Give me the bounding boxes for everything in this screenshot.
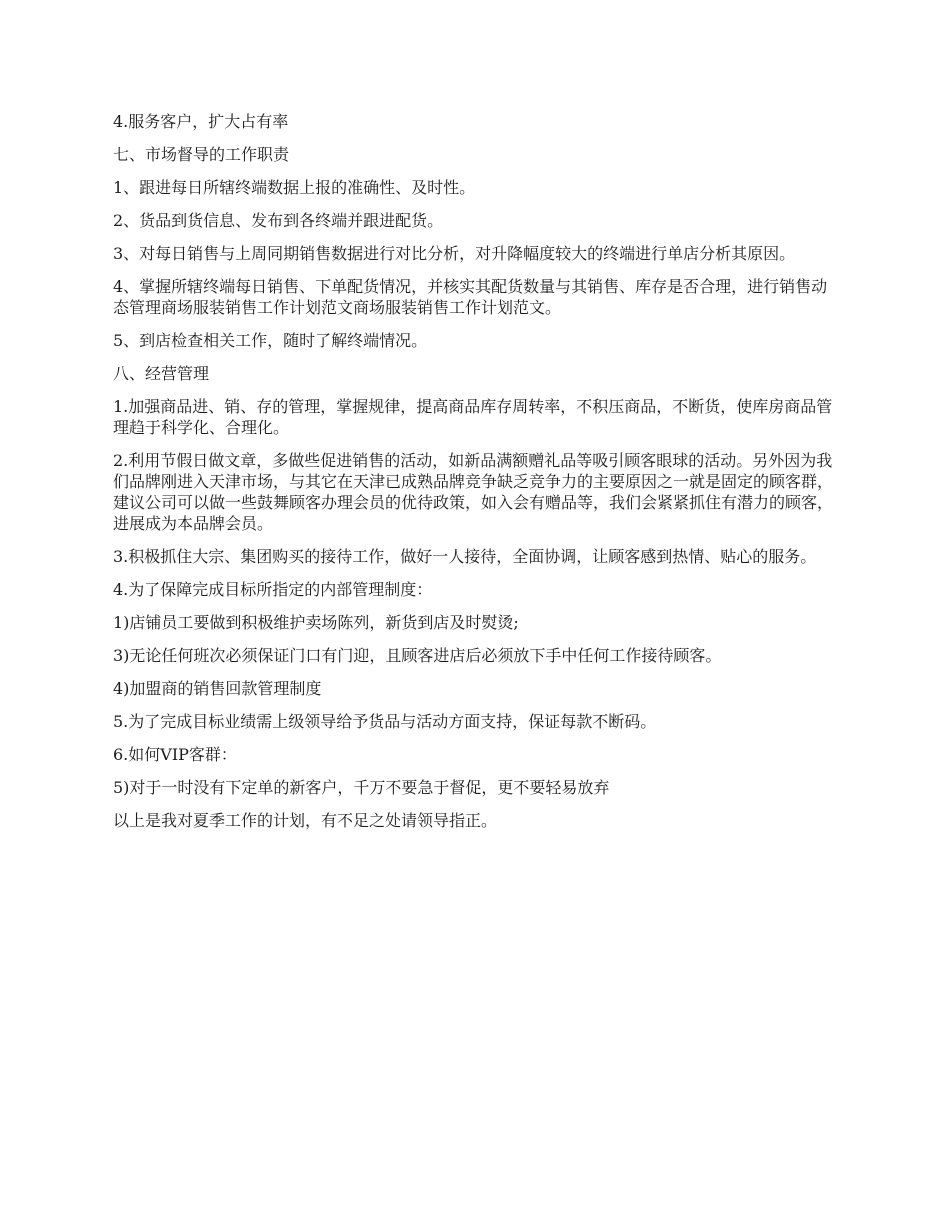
paragraph: 4.为了保障完成目标所指定的内部管理制度：	[113, 580, 433, 599]
section-heading: 七、市场督导的工作职责	[113, 145, 290, 164]
closing-paragraph: 以上是我对夏季工作的计划，有不足之处请领导指正。	[113, 811, 498, 830]
paragraph: 1)店铺员工要做到积极维护卖场陈列，新货到店及时熨烫;	[113, 613, 519, 632]
section-heading: 八、经营管理	[113, 364, 210, 383]
paragraph: 4.服务客户，扩大占有率	[113, 112, 289, 131]
paragraph: 4、掌握所辖终端每日销售、下单配货情况，并核实其配货数量与其销售、库存是否合理，进行销售动态管理商场服装销售工作计划范文商场服装销售工作计划范文。	[113, 277, 828, 317]
paragraph: 1.加强商品进、销、存的管理，掌握规律，提高商品库存周转率，不积压商品，不断货，使库房商品管理趋于科学化、合理化。	[113, 397, 833, 437]
paragraph: 3、对每日销售与上周同期销售数据进行对比分析，对升降幅度较大的终端进行单店分析其原因。	[113, 244, 796, 263]
paragraph: 4)加盟商的销售回款管理制度	[113, 679, 322, 698]
paragraph: 3)无论任何班次必须保证门口有门迎，且顾客进店后必须放下手中任何工作接待顾客。	[113, 646, 722, 665]
paragraph: 5、到店检查相关工作，随时了解终端情况。	[113, 331, 428, 350]
paragraph: 5.为了完成目标业绩需上级领导给予货品与活动方面支持，保证每款不断码。	[113, 712, 657, 731]
paragraph: 1、跟进每日所辖终端数据上报的准确性、及时性。	[113, 178, 476, 197]
paragraph: 6.如何VIP客群：	[113, 745, 237, 764]
paragraph: 2、货品到货信息、发布到各终端并跟进配货。	[113, 211, 444, 230]
paragraph: 2.利用节假日做文章，多做些促进销售的活动，如新品满额赠礼品等吸引顾客眼球的活动。另外因为我们品牌刚进入天津市场，与其它在天津已成熟品牌竞争缺乏竞争力的主要原因之一就是固定的顾客群，建议公司可以做一些鼓舞顾客办理会员的优待政策，如入会有赠品等，我们会紧紧抓住有潜力的顾客，进展成为本品牌会员。	[113, 451, 834, 533]
paragraph: 5)对于一时没有下定单的新客户，千万不要急于督促，更不要轻易放弃	[113, 778, 610, 797]
paragraph: 3.积极抓住大宗、集团购买的接待工作，做好一人接待，全面协调，让顾客感到热情、贴心的服务。	[113, 547, 817, 566]
document-body	[113, 111, 843, 843]
